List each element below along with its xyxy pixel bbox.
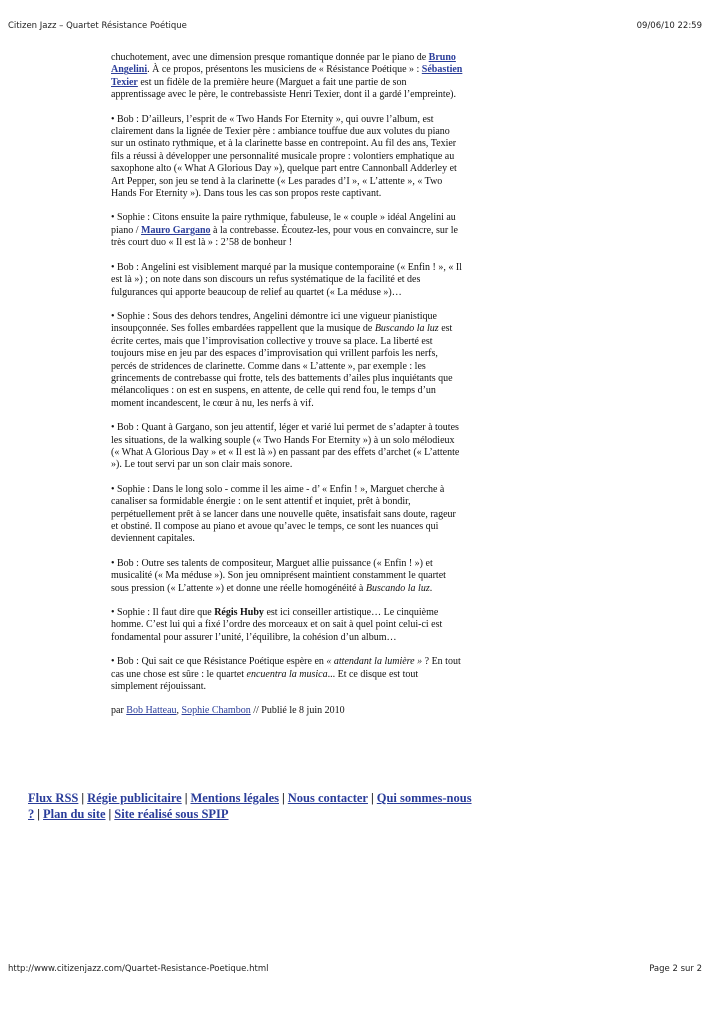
paragraph-6: • Bob : Quant à Gargano, son jeu attentif, léger et varié lui permet de s’adapter à toutes les situations, de la walking souple (« Two Hands For Eternity ») à un solo mélodieux (« What A Glorious Day » et « Il est là ») en passant par des effets d’archet (« L’attente »). Le tout servi par un son clair mais sonore. (111, 422, 460, 471)
byline: par Bob Hatteau, Sophie Chambon // Publié le 8 juin 2010 (111, 705, 345, 717)
article-body (111, 52, 463, 730)
author-link-bob-hatteau[interactable]: Bob Hatteau (126, 705, 177, 717)
header-title: Citizen Jazz – Quartet Résistance Poétique (8, 21, 187, 31)
paragraph-8: • Bob : Outre ses talents de compositeur, Marguet allie puissance (« Enfin ! ») et musicalité (« Ma méduse »). Son jeu omniprésent maintient constamment le quartet sous pression (« L’attente ») et donne une réelle homogénéité à Buscando la luz. (111, 557, 446, 594)
footer-link-plan-du-site[interactable]: Plan du site (43, 807, 106, 821)
footer-link-qui-sommes-nous[interactable]: Qui sommes-nous ? (28, 791, 472, 821)
paragraph-2: • Bob : D’ailleurs, l’esprit de « Two Hands For Eternity », qui ouvre l’album, est clairement dans la lignée de Texier père : ambiance touffue due aux volutes du piano sur un ostinato rythmique, et à la clarinette basse en contrepoint. Au fil des ans, Texier fils a réussi à développer une personnalité musicale propre : volontiers emphatique au saxophone alto (« What A Glorious Day »), quelque part entre Cannonball Adderley et Art Pepper, son jeu se tend à la clarinette (« Les parades d’I », « L’attente », « Two Hands For Eternity »). Dans tous les cas son propos reste captivant. (111, 113, 457, 200)
nav-separator: | (37, 807, 41, 821)
footer-nav (28, 790, 478, 822)
link-bruno-angelini[interactable]: Bruno Angelini (111, 52, 456, 76)
page-number: Page 2 sur 2 (649, 964, 702, 974)
nav-separator: | (370, 791, 374, 805)
link-sebastien-texier[interactable]: Sébastien Texier (111, 64, 463, 88)
footer-link-mentions-legales[interactable]: Mentions légales (190, 791, 280, 805)
footer-link-flux-rss[interactable]: Flux RSS (28, 791, 79, 805)
nav-separator: | (184, 791, 188, 805)
print-footer (8, 964, 702, 974)
paragraph-5: • Sophie : Sous des dehors tendres, Angelini démontre ici une vigueur pianistique insoupçonnée. Ses folles embardées rappellent que la musique de Buscando la luz est écrite certes, mais que l’improvisation collective y trouve sa place. La liberté est toujours mise en jeu par des espaces d’improvisation qui vrillent parfois les nerfs, percés de stridences de clarinette. Comme dans « L’attente », par exemple : les grincements de contrebasse qui frotte, tels des battements d’ailes plus inquiétants que mélancoliques : on est en suspens, en attente, de celle qui rend fou, le temps d’un moment incandescent, le cœur à nu, les nerfs à vif. (111, 310, 453, 409)
paragraph-1: chuchotement, avec une dimension presque romantique donnée par le piano de Bruno Angelini. À ce propos, présentons les musiciens de « Résistance Poétique » : Sébastien Texier est un fidèle de la première heure (Marguet a fait une partie de son apprentissage avec le père, le contrebassiste Henri Texier, dont il a gardé l’empreinte). (111, 52, 463, 101)
footer-link-nous-contacter[interactable]: Nous contacter (287, 791, 368, 805)
footer-link-regie-publicitaire[interactable]: Régie publicitaire (87, 791, 182, 805)
nav-separator: | (108, 807, 112, 821)
paragraph-4: • Bob : Angelini est visiblement marqué par la musique contemporaine (« Enfin ! », « Il est là ») ; on note dans son discours un refus systématique de la facilité et des fulgurances qui apporte beaucoup de relief au quartet (« La méduse »)… (111, 261, 462, 298)
paragraph-7: • Sophie : Dans le long solo - comme il les aime - d’ « Enfin ! », Marguet cherche à canaliser sa formidable énergie : on le sent attentif et inquiet, prêt à bondir, perpétuellement prêt à se lancer dans une nouvelle quête, insatisfait sans doute, rageur et obstiné. Il compose au piano et avoue qu’avec le temps, ce sont les nuances qui deviennent capitales. (111, 483, 456, 545)
footer-url: http://www.citizenjazz.com/Quartet-Resistance-Poetique.html (8, 964, 269, 974)
nav-separator: | (282, 791, 285, 805)
paragraph-9: • Sophie : Il faut dire que Régis Huby est ici conseiller artistique… Le cinquième homme. C’est lui qui a fixé l’ordre des morceaux et on sait à quel point celui-ci est fondamental pour assurer l’unité, l’équilibre, la cohésion d’un album… (111, 607, 443, 643)
header-datetime: 09/06/10 22:59 (636, 21, 702, 31)
nav-separator: | (81, 791, 85, 805)
print-header (8, 21, 702, 31)
footer-link-site-spip[interactable]: Site réalisé sous SPIP (114, 807, 229, 821)
paragraph-3: • Sophie : Citons ensuite la paire rythmique, fabuleuse, le « couple » idéal Angelini au piano / Mauro Gargano à la contrebasse. Écoutez-les, pour vous en convaincre, sur le très court duo « Il est là » : 2’58 de bonheur ! (111, 212, 458, 249)
paragraph-10: • Bob : Qui sait ce que Résistance Poétique espère en « attendant la lumière » ? En tout cas une chose est sûre : le quartet encuentra la musica... Et ce disque est tout simplement réjouissant. (111, 656, 461, 693)
link-mauro-gargano[interactable]: Mauro Gargano (141, 224, 211, 236)
author-link-sophie-chambon[interactable]: Sophie Chambon (181, 705, 251, 717)
